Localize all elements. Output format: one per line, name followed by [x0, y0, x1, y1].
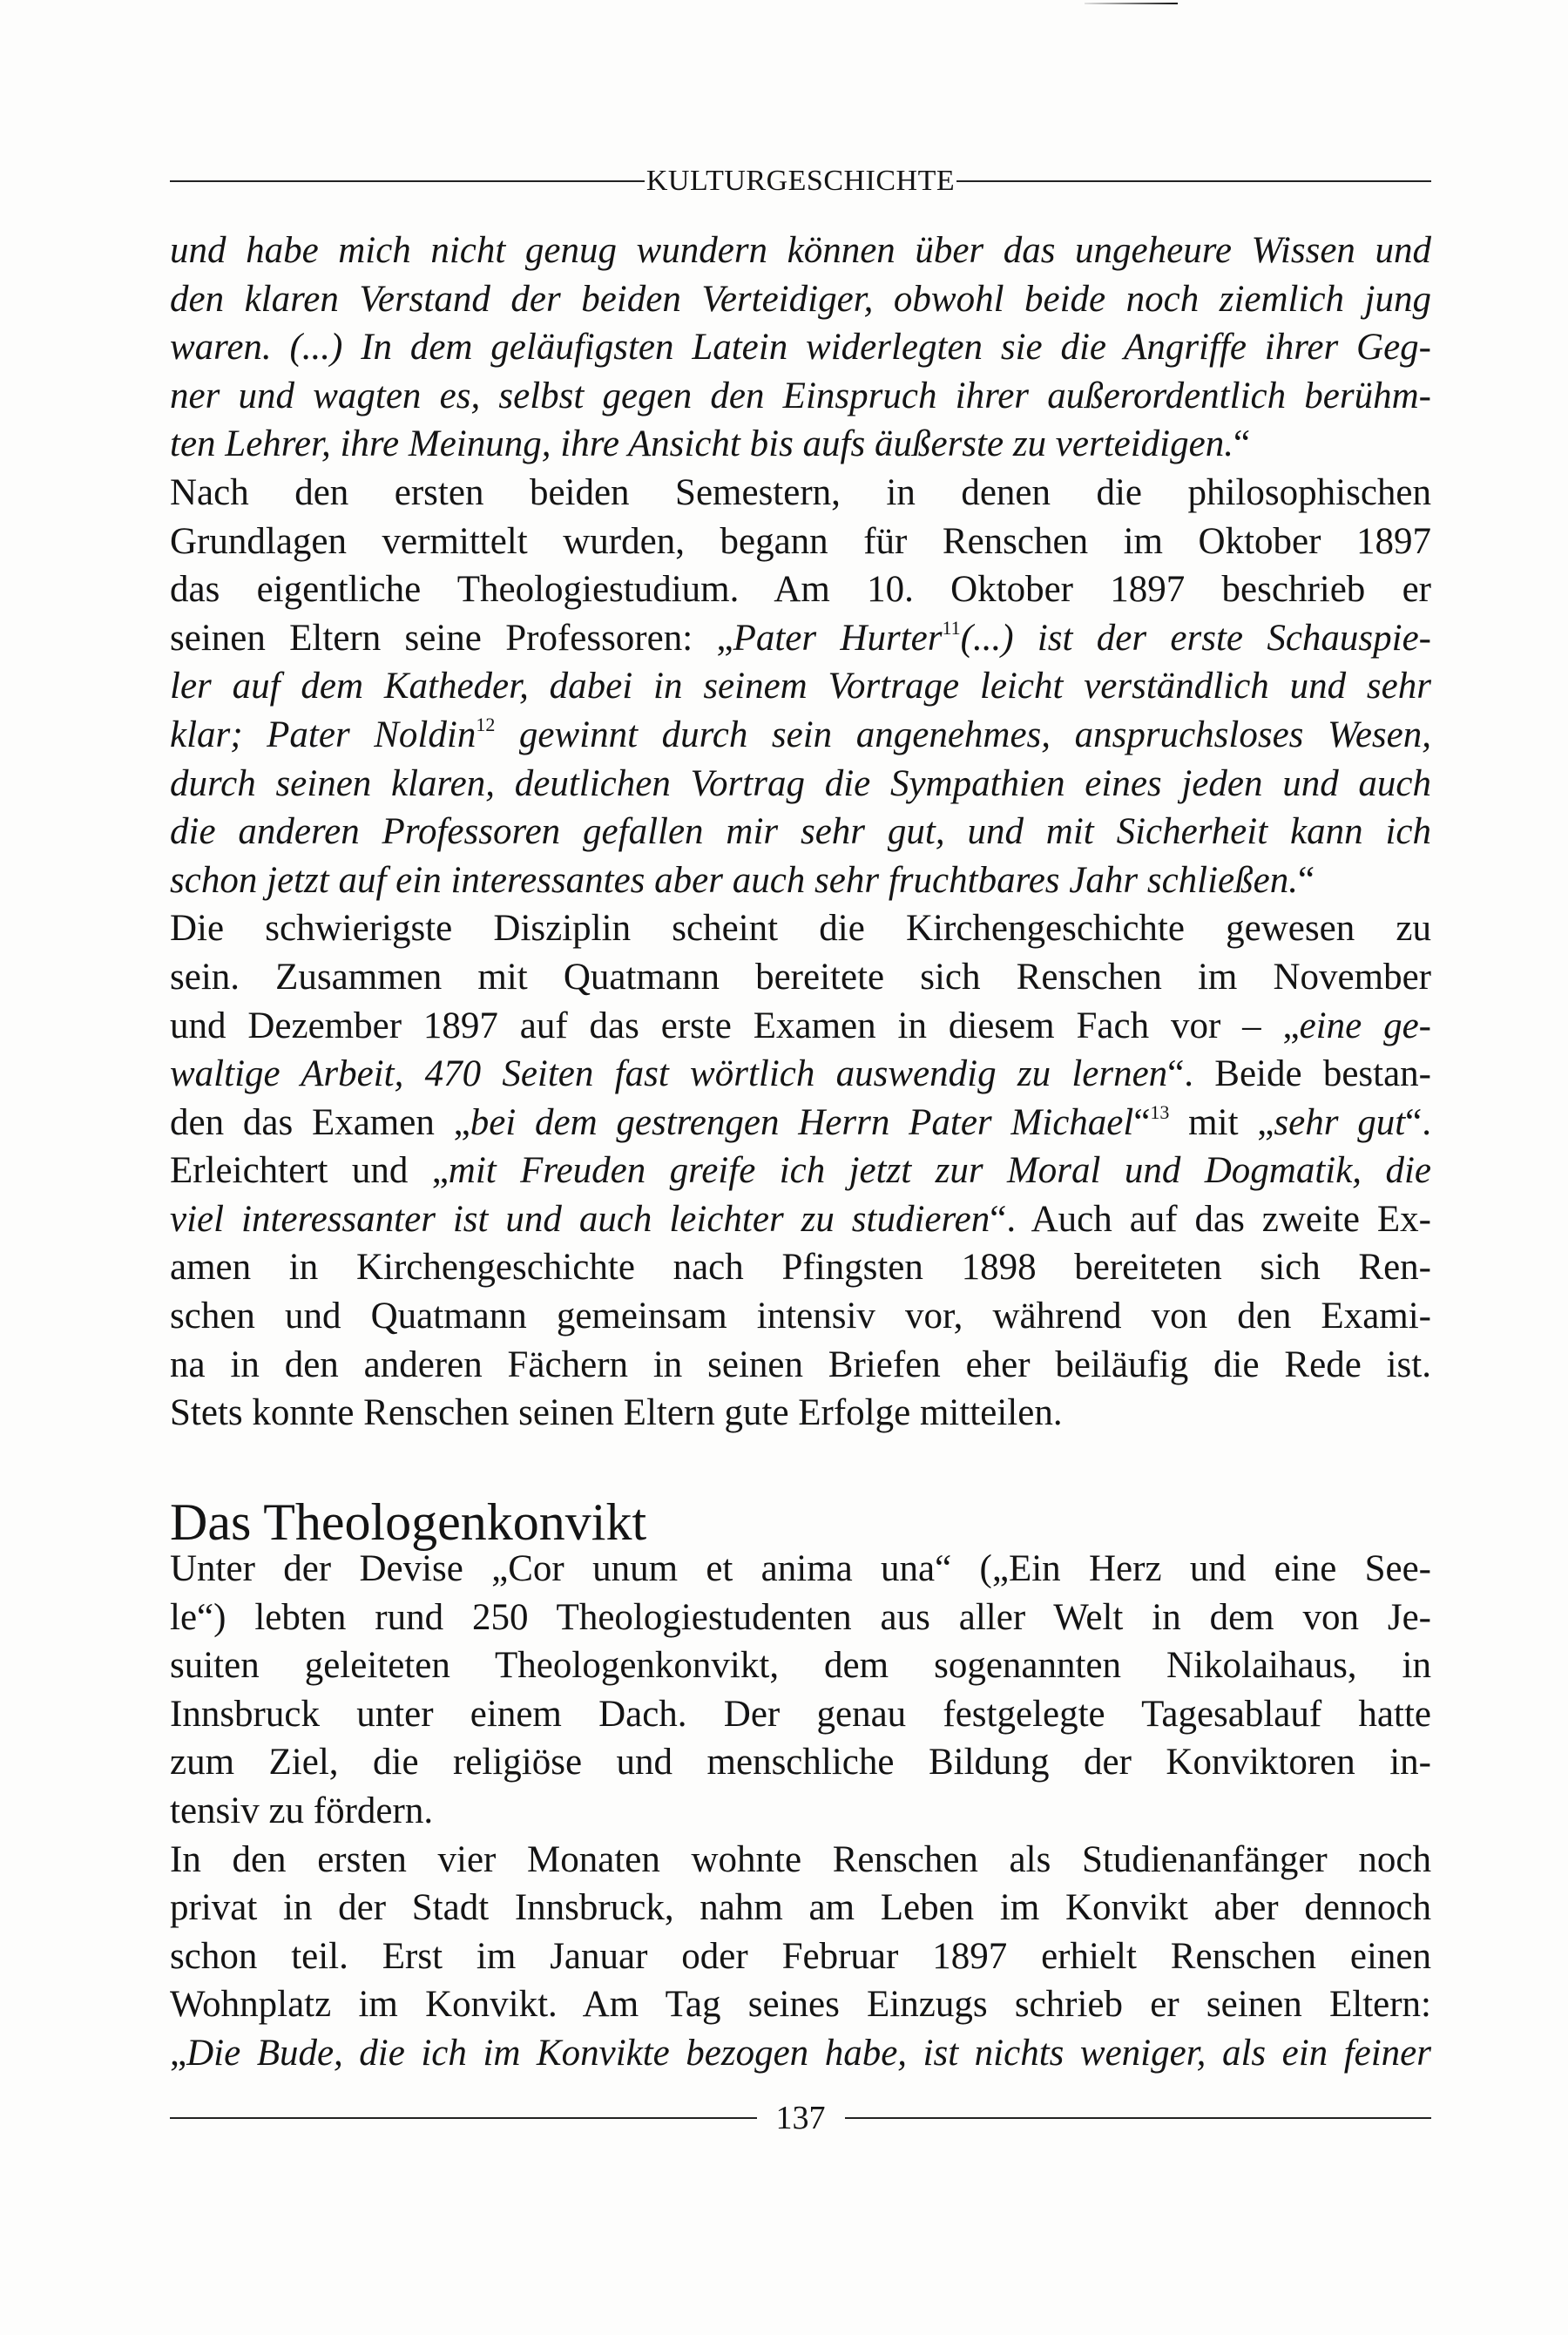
text-line: [170, 1594, 1431, 1642]
running-head-title: KULTURGESCHICHTE: [645, 165, 956, 197]
text-line: [170, 1341, 1431, 1390]
footnote-marker: 12: [476, 713, 496, 735]
text-run: “: [1233, 423, 1251, 465]
text-run: le“) lebten rund 250 Theologiestudenten aus aller Welt in dem von Je-: [170, 1596, 1431, 1638]
text-line: [170, 518, 1431, 566]
text-line: [170, 711, 1431, 760]
text-line: [170, 1389, 1431, 1438]
quoted-italic-text: gewinnt durch sein angenehmes, anspruchsloses Wesen,: [495, 714, 1431, 755]
text-run: sein. Zusammen mit Quatmann bereitete sich Renschen im November: [170, 956, 1431, 998]
text-line: [170, 808, 1431, 856]
text-line: [170, 1002, 1431, 1051]
text-line: [170, 275, 1431, 324]
footer-rule-left: [170, 2117, 757, 2119]
text-run: na in den anderen Fächern in seinen Briefen eher beiläufig die Rede ist.: [170, 1343, 1431, 1385]
text-run: Innsbruck unter einem Dach. Der genau festgelegte Tagesablauf hatte: [170, 1693, 1431, 1735]
quoted-italic-text: den klaren Verstand der beiden Verteidiger, obwohl beide noch ziemlich jung: [170, 278, 1431, 320]
text-line: [170, 420, 1431, 469]
quoted-italic-text: viel interessanter ist und auch leichter zu studieren: [170, 1198, 990, 1240]
text-run: “: [1297, 859, 1315, 901]
text-run: “. Beide bestan-: [1167, 1053, 1432, 1095]
text-run: „: [170, 2032, 187, 2074]
text-line: [170, 1787, 1431, 1836]
text-line: [170, 614, 1431, 663]
text-line: [170, 1195, 1431, 1244]
text-line: [170, 372, 1431, 421]
text-run: privat in der Stadt Innsbruck, nahm am Leben im Konvikt aber dennoch: [170, 1887, 1431, 1929]
quoted-italic-text: und habe mich nicht genug wundern können über das ungeheure Wissen und: [170, 230, 1431, 271]
text-line: [170, 1884, 1431, 1932]
quoted-italic-text: Pater Hurter: [733, 617, 943, 659]
text-line: [170, 469, 1431, 518]
text-line: [170, 1641, 1431, 1690]
footer-rule-right: [845, 2117, 1432, 2119]
text-run: den das Examen „: [170, 1101, 470, 1143]
text-run: tensiv zu fördern.: [170, 1790, 434, 1831]
section-heading: Das Theologenkonvikt: [170, 1493, 647, 1551]
quoted-italic-text: mit Freuden greife ich jetzt zur Moral und Dogmatik, die: [448, 1150, 1431, 1192]
text-run: Wohnplatz im Konvikt. Am Tag seines Einzugs schrieb er seinen Eltern:: [170, 1984, 1431, 2026]
text-line: [170, 1932, 1431, 1981]
text-line: [170, 323, 1431, 372]
quoted-italic-text: ner und wagten es, selbst gegen den Einspruch ihrer außerordentlich berühm-: [170, 375, 1431, 416]
text-run: amen in Kirchengeschichte nach Pfingsten 1898 bereiteten sich Ren-: [170, 1247, 1431, 1289]
text-line: [170, 904, 1431, 953]
text-line: [170, 1147, 1431, 1195]
text-line: [170, 2029, 1431, 2078]
body-text-section-1: [170, 227, 1431, 1438]
text-run: “: [1133, 1101, 1151, 1143]
text-run: Unter der Devise „Cor unum et anima una“ („Ein Herz und eine See-: [170, 1548, 1431, 1589]
body-text-section-2: [170, 1545, 1431, 2078]
text-run: Grundlagen vermittelt wurden, begann für Renschen im Oktober 1897: [170, 520, 1431, 562]
quoted-italic-text: klar; Pater Noldin: [170, 714, 476, 755]
text-line: [170, 1243, 1431, 1292]
text-line: [170, 662, 1431, 711]
running-head: [170, 162, 1431, 200]
page-number: 137: [775, 2100, 826, 2136]
text-run: “.: [1405, 1101, 1431, 1143]
quoted-italic-text: eine ge-: [1299, 1005, 1431, 1046]
quoted-italic-text: sehr gut: [1274, 1101, 1406, 1143]
text-line: [170, 1738, 1431, 1787]
text-line: [170, 1836, 1431, 1885]
text-run: schen und Quatmann gemeinsam intensiv vor, während von den Exami-: [170, 1296, 1431, 1337]
text-run: das eigentliche Theologiestudium. Am 10. Oktober 1897 beschrieb er: [170, 569, 1431, 611]
scan-edge-mark: [1085, 3, 1178, 4]
text-line: [170, 1099, 1431, 1147]
text-line: [170, 953, 1431, 1002]
quoted-italic-text: bei dem gestrengen Herrn Pater Michael: [470, 1101, 1134, 1143]
text-line: [170, 1292, 1431, 1341]
text-run: schon teil. Erst im Januar oder Februar 1897 erhielt Renschen einen: [170, 1935, 1431, 1977]
text-run: seinen Eltern seine Professoren: „: [170, 617, 733, 659]
quoted-italic-text: schon jetzt auf ein interessantes aber auch sehr fruchtbares Jahr schließen.: [170, 859, 1298, 901]
text-line: [170, 1980, 1431, 2029]
text-run: mit „: [1169, 1101, 1274, 1143]
quoted-italic-text: ten Lehrer, ihre Meinung, ihre Ansicht bis aufs äußerste zu verteidigen.: [170, 423, 1233, 465]
quoted-italic-text: Die Bude, die ich im Konvikte bezogen habe, ist nichts weniger, als ein feiner: [186, 2032, 1431, 2074]
quoted-italic-text: durch seinen klaren, deutlichen Vortrag die Sympathien eines jeden und auch: [170, 762, 1431, 804]
text-run: Die schwierigste Disziplin scheint die Kirchengeschichte gewesen zu: [170, 908, 1431, 950]
text-run: In den ersten vier Monaten wohnte Renschen als Studienanfänger noch: [170, 1838, 1431, 1880]
text-line: [170, 227, 1431, 275]
quoted-italic-text: waren. (...) In dem geläufigsten Latein widerlegten sie die Angriffe ihrer Geg-: [170, 327, 1431, 369]
text-run: zum Ziel, die religiöse und menschliche Bildung der Konviktoren in-: [170, 1742, 1431, 1783]
text-line: [170, 1545, 1431, 1594]
running-head-rule-left: [170, 180, 645, 182]
text-line: [170, 1690, 1431, 1739]
text-line: [170, 1050, 1431, 1099]
quoted-italic-text: (...) ist der erste Schauspie-: [960, 617, 1431, 659]
quoted-italic-text: waltige Arbeit, 470 Seiten fast wörtlich auswendig zu lernen: [170, 1053, 1168, 1095]
text-line: [170, 565, 1431, 614]
text-run: “. Auch auf das zweite Ex-: [990, 1198, 1431, 1240]
text-run: suiten geleiteten Theologenkonvikt, dem sogenannten Nikolaihaus, in: [170, 1645, 1431, 1687]
page-footer: [170, 2098, 1431, 2138]
quoted-italic-text: ler auf dem Katheder, dabei in seinem Vortrage leicht verständlich und sehr: [170, 666, 1431, 707]
text-line: [170, 760, 1431, 809]
footnote-marker: 11: [942, 616, 961, 639]
footnote-marker: 13: [1150, 1100, 1170, 1123]
text-run: und Dezember 1897 auf das erste Examen in diesem Fach vor – „: [170, 1005, 1300, 1046]
text-line: [170, 856, 1431, 905]
text-run: Stets konnte Renschen seinen Eltern gute Erfolge mitteilen.: [170, 1392, 1063, 1434]
running-head-rule-right: [956, 180, 1431, 182]
quoted-italic-text: die anderen Professoren gefallen mir sehr gut, und mit Sicherheit kann ich: [170, 811, 1431, 853]
text-run: Erleichtert und „: [170, 1150, 449, 1192]
text-run: Nach den ersten beiden Semestern, in denen die philosophischen: [170, 471, 1431, 513]
